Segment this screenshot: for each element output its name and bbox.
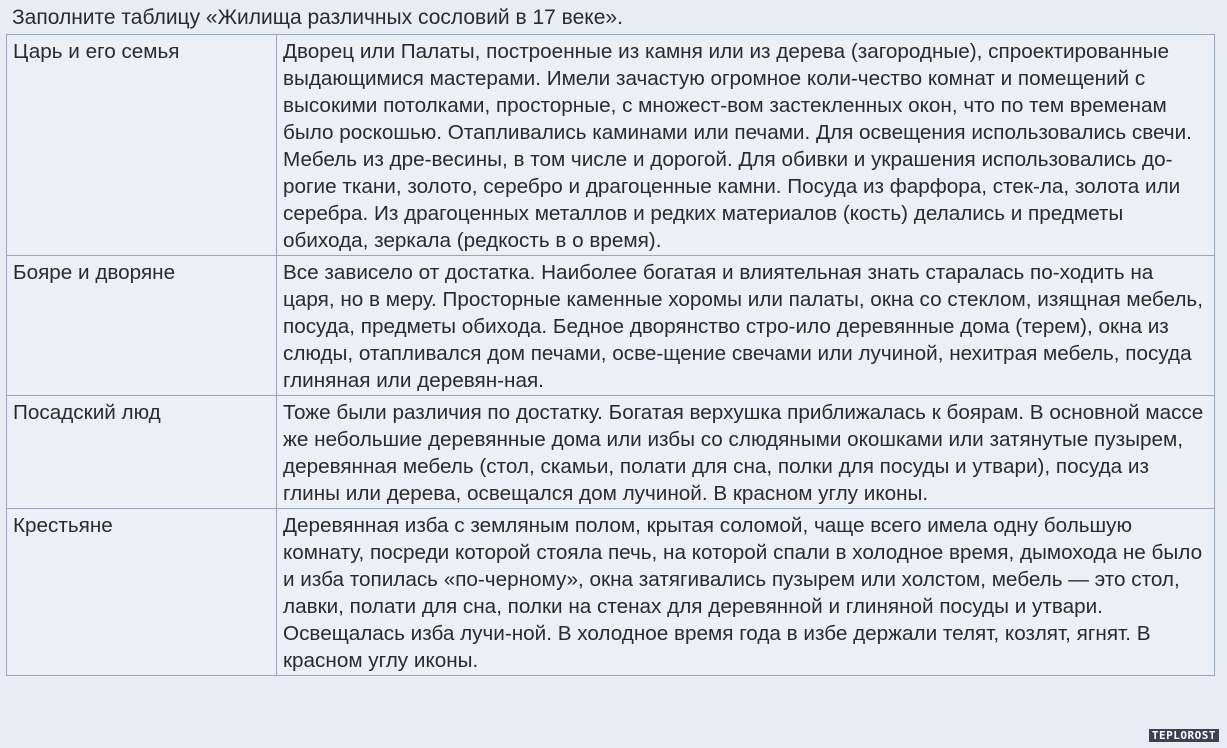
description-cell: Тоже были различия по достатку. Богатая верхушка приближалась к боярам. В основной массе же небольшие деревянные дома или избы со слюдяными окошками или затянутые пузырем, деревянная мебель (стол, скамьи, полати для сна, полки для посуды и утвари), посуда из глины или дерева, освещался дом лучиной. В красном углу иконы. [277,396,1215,509]
description-cell: Все зависело от достатка. Наиболее богатая и влиятельная знать старалась по-ходить на царя, но в меру. Просторные каменные хоромы или палаты, окна со стеклом, изящная мебель, посуда, предметы обихода. Бедное дворянство стро-ило деревянные дома (терем), окна из слюды, отапливался дом печами, осве-щение свечами или лучиной, нехитрая мебель, посуда глиняная или деревян-ная. [277,256,1215,396]
table-row [7,396,1215,509]
page-heading: Заполните таблицу «Жилища различных сословий в 17 веке». [12,6,623,29]
dwellings-table [6,34,1215,676]
estate-cell: Царь и его семья [7,35,277,256]
estate-cell: Крестьяне [7,509,277,676]
table-row [7,256,1215,396]
estate-cell: Посадский люд [7,396,277,509]
watermark: TEPLOROST [1149,729,1219,742]
estate-cell: Бояре и дворяне [7,256,277,396]
description-cell: Дворец или Палаты, построенные из камня или из дерева (загородные), спроектированные выдающимися мастерами. Имели зачастую огромное коли-чество комнат и помещений с высокими потолками, просторные, с множест-вом застекленных окон, что по тем временам было роскошью. Отапливались каминами или печами. Для освещения использовались свечи. Мебель из дре-весины, в том числе и дорогой. Для обивки и украшения использовались до-рогие ткани, золото, серебро и драгоценные камни. Посуда из фарфора, стек-ла, золота или серебра. Из драгоценных металлов и редких материалов (кость) делались и предметы обихода, зеркала (редкость в о время). [277,35,1215,256]
table-row [7,35,1215,256]
table-row [7,509,1215,676]
description-cell: Деревянная изба с земляным полом, крытая соломой, чаще всего имела одну большую комнату, посреди которой стояла печь, на которой спали в холодное время, дымохода не было и изба топилась «по-черному», окна затягивались пузырем или холстом, мебель — это стол, лавки, полати для сна, полки на стенах для деревянной и глиняной посуды и утвари. Освещалась изба лучи-ной. В холодное время года в избе держали телят, козлят, ягнят. В красном углу иконы. [277,509,1215,676]
